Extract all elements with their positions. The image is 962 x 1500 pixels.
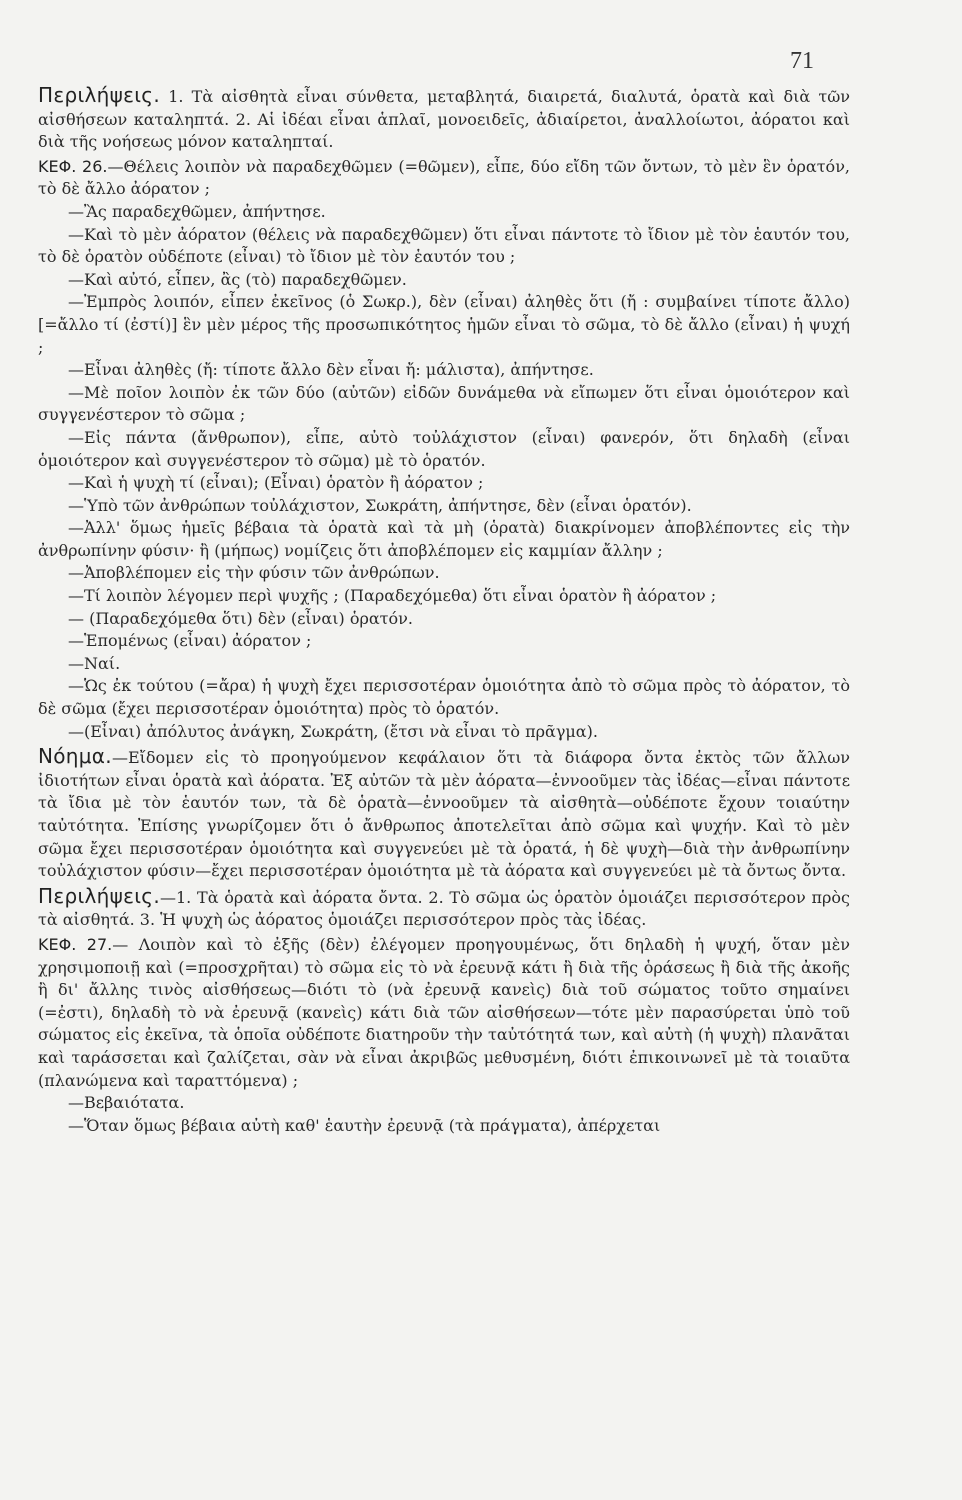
dialogue-paragraph [38, 721, 850, 744]
dialogue-paragraph [38, 585, 850, 608]
section-heading: Νόημα. [38, 744, 112, 769]
paragraph-text: —Ἑπομένως (εἶναι) ἀόρατον ; [68, 631, 312, 651]
dialogue-paragraph [38, 269, 850, 292]
paragraph-text: —Θέλεις λοιπὸν νὰ παραδεχθῶμεν (=θῶμεν), εἶπε, δύο εἴδη τῶν ὄντων, τὸ μὲν ἓν ὁρατόν, τὸ δὲ ἄλλο ἀόρατον ; [38, 156, 851, 199]
section-paragraph [38, 885, 850, 932]
paragraph-text: —Ἐμπρὸς λοιπόν, εἶπεν ἐκεῖνος (ὁ Σωκρ.), δὲν (εἶναι) ἀληθὲς ὅτι (ἤ : συμβαίνει τίποτε ἄλλο) [=ἄλλο τί (ἐστί)] ἓν μὲν μέρος τῆς προσωπικότητος ἡμῶν εἶναι τὸ σῶμα, τὸ δὲ ἄλλο (εἶναι) ἡ ψυχή ; [38, 292, 850, 357]
dialogue-paragraph [38, 291, 850, 359]
section-heading: Περιλήψεις. [38, 83, 160, 107]
paragraph-text: — (Παραδεχόμεθα ὅτι) δὲν (εἶναι) ὁρατόν. [68, 608, 413, 628]
paragraph-text: 1. Τὰ αἰσθητὰ εἶναι σύνθετα, μεταβλητά, διαιρετά, διαλυτά, ὁρατὰ καὶ διὰ τῶν αἰσθήσεων καταληπτά. 2. Αἱ ἰδέαι εἶναι ἁπλαῖ, μονοειδεῖς, ἀδιαίρετοι, ἀναλλοίωτοι, ἀόρατοι καὶ διὰ τῆς νοήσεως μόνον καταληπταί. [38, 87, 850, 152]
section-paragraph [38, 84, 850, 154]
paragraph-text: —Ναί. [68, 653, 121, 673]
page-number: 71 [790, 48, 814, 74]
dialogue-paragraph [38, 201, 850, 224]
dialogue-paragraph [38, 1115, 850, 1138]
dialogue-paragraph [38, 653, 850, 676]
paragraph-text: —Ὑπὸ τῶν ἀνθρώπων τοὐλάχιστον, Σωκράτη, ἀπήντησε, δὲν (εἶναι ὁρατόν). [68, 495, 692, 515]
section-paragraph [38, 745, 850, 883]
section-paragraph [38, 156, 850, 201]
dialogue-paragraph [38, 1092, 850, 1115]
dialogue-paragraph [38, 630, 850, 653]
paragraph-text: —Εἴδομεν εἰς τὸ προηγούμενον κεφάλαιον ὅτι τὰ διάφορα ὄντα ἐκτὸς τῶν ἄλλων ἰδιοτήτων εἶναι ὁρατὰ καὶ ἀόρατα. Ἐξ αὐτῶν τὰ μὲν ἀόρατα—ἐννοοῦμεν τὰς ἰδέας—εἶναι πάντοτε τὰ ἴδια μὲ τὸν ἑαυτόν των, τὰ δὲ ὁρατὰ—ἐννοοῦμεν τὰ αἰσθητὰ—οὐδέποτε ἔχουν τοιαύτην ταὐτότητα. Ἐπίσης γνωρίζομεν ὅτι ὁ ἄνθρωπος ἀποτελεῖται ἀπὸ σῶμα καὶ ψυχήν. Καὶ τὸ μὲν σῶμα ἔχει περισσοτέραν ὁμοιότητα καὶ συγγενεύει μὲ τὰ ὁρατά, ἡ δὲ ψυχὴ—διὰ τὴν ἀνθρωπίνην τοὐλάχιστον φύσιν—ἔχει περισσοτέραν ὁμοιότητα μὲ τὰ ἀόρατα καὶ συγγενεύει μὲ τὰ ὄντως ὄντα. [38, 748, 850, 881]
paragraph-text: —Ἂς παραδεχθῶμεν, ἀπήντησε. [68, 201, 326, 221]
dialogue-paragraph [38, 562, 850, 585]
section-heading: ΚΕΦ. 27. [38, 934, 113, 954]
paragraph-text: —Καὶ τὸ μὲν ἀόρατον (θέλεις νὰ παραδεχθῶμεν) ὅτι εἶναι πάντοτε τὸ ἴδιον μὲ τὸν ἑαυτόν του, τὸ δὲ ὁρατὸν οὐδέποτε (εἶναι) τὸ ἴδιον μὲ τὸν ἑαυτόν του ; [38, 224, 850, 267]
dialogue-paragraph [38, 495, 850, 518]
paragraph-text: —Μὲ ποῖον λοιπὸν ἐκ τῶν δύο (αὐτῶν) εἰδῶν δυνάμεθα νὰ εἴπωμεν ὅτι εἶναι ὁμοιότερον καὶ συγγενέστερον τὸ σῶμα ; [38, 382, 850, 425]
paragraph-text: —Τί λοιπὸν λέγομεν περὶ ψυχῆς ; (Παραδεχόμεθα) ὅτι εἶναι ὁρατὸν ἢ ἀόρατον ; [68, 586, 717, 606]
paragraph-text: —Ἀποβλέπομεν εἰς τὴν φύσιν τῶν ἀνθρώπων. [68, 563, 440, 583]
paragraph-text: —Ἀλλ' ὅμως ἡμεῖς βέβαια τὰ ὁρατὰ καὶ τὰ μὴ (ὁρατὰ) διακρίνομεν ἀποβλέποντες εἰς τὴν ἀνθρωπίνην φύσιν· ἢ (μήπως) νομίζεις ὅτι ἀποβλέπομεν εἰς καμμίαν ἄλλην ; [38, 518, 850, 560]
paragraph-text: —(Εἶναι) ἀπόλυτος ἀνάγκη, Σωκράτη, (ἔτσι νὰ εἶναι τὸ πρᾶγμα). [68, 721, 598, 741]
paragraph-text: —Καὶ αὐτό, εἶπεν, ἂς (τὸ) παραδεχθῶμεν. [68, 269, 407, 289]
dialogue-paragraph [38, 517, 850, 562]
text-column [38, 82, 850, 1137]
paragraph-text: —Εἰς πάντα (ἄνθρωπον), εἶπε, αὐτὸ τοὐλάχιστον (εἶναι) φανερόν, ὅτι δηλαδὴ (εἶναι ὁμοιότερον καὶ συγγενέστερον τὸ σῶμα) μὲ τὸ ὁρατόν. [38, 427, 850, 470]
paragraph-text: —Ὅταν ὅμως βέβαια αὐτὴ καθ' ἑαυτὴν ἐρευνᾷ (τὰ πράγματα), ἀπέρχεται [68, 1115, 661, 1135]
dialogue-paragraph [38, 472, 850, 495]
dialogue-paragraph [38, 382, 850, 427]
paragraph-text: —Βεβαιότατα. [68, 1093, 185, 1113]
dialogue-paragraph [38, 608, 850, 631]
paragraph-text: —Καὶ ἡ ψυχὴ τί (εἶναι); (Εἶναι) ὁρατὸν ἢ ἀόρατον ; [68, 473, 484, 493]
paragraph-text: — Λοιπὸν καὶ τὸ ἐξῆς (δὲν) ἐλέγομεν προηγουμένως, ὅτι δηλαδὴ ἡ ψυχή, ὅταν μὲν χρησιμοποιῇ καὶ (=προσχρῆται) τὸ σῶμα εἰς τὸ νὰ ἐρευνᾷ κάτι ἢ διὰ τῆς ὁράσεως ἢ διὰ τῆς ἀκοῆς ἢ δι' ἄλλης τινὸς αἰσθήσεως—διότι τὸ (νὰ ἐρευνᾷ κανεὶς) διὰ τοῦ σώματος τοῦτο σημαίνει (=ἐστι), δηλαδὴ τὸ νὰ ἐρευνᾷ (κανεὶς) κάτι διὰ τῶν αἰσθήσεων—τότε μὲν παρασύρεται ὑπὸ τοῦ σώματος εἰς ἐκεῖνα, τὰ ὁποῖα οὐδέποτε διατηροῦν τὴν ταὐτότητά των, καὶ αὐτὴ (ἡ ψυχὴ) πλανᾶται καὶ ταράσσεται καὶ ζαλίζεται, σὰν νὰ εἶναι ἀκριβῶς μεθυσμένη, διότι ἐπικοινωνεῖ μὲ τὰ τοιαῦτα (πλανώμενα καὶ ταραττόμενα) ; [38, 934, 851, 1090]
dialogue-paragraph [38, 427, 850, 472]
section-heading: ΚΕΦ. 26. [38, 156, 108, 176]
dialogue-paragraph [38, 675, 850, 720]
section-paragraph [38, 934, 850, 1092]
paragraph-text: —Εἶναι ἀληθὲς (ἤ: τίποτε ἄλλο δὲν εἶναι ἤ: μάλιστα), ἀπήντησε. [68, 360, 594, 380]
section-heading: Περιλήψεις. [38, 883, 160, 908]
paragraph-text: —Ὡς ἐκ τούτου (=ἄρα) ἡ ψυχὴ ἔχει περισσοτέραν ὁμοιότητα ἀπὸ τὸ σῶμα πρὸς τὸ ἀόρατον, τὸ δὲ σῶμα (ἔχει περισσοτέραν ὁμοιότητα) πρὸς τὸ ὁρατόν. [38, 676, 850, 719]
dialogue-paragraph [38, 359, 850, 382]
paragraph-text: —1. Τὰ ὁρατὰ καὶ ἀόρατα ὄντα. 2. Τὸ σῶμα ὡς ὁρατὸν ὁμοιάζει περισσότερον πρὸς τὰ αἰσθητά. 3. Ἡ ψυχὴ ὡς ἀόρατος ὁμοιάζει περισσότερον πρὸς τὰς ἰδέας. [38, 887, 850, 930]
dialogue-paragraph [38, 224, 850, 269]
